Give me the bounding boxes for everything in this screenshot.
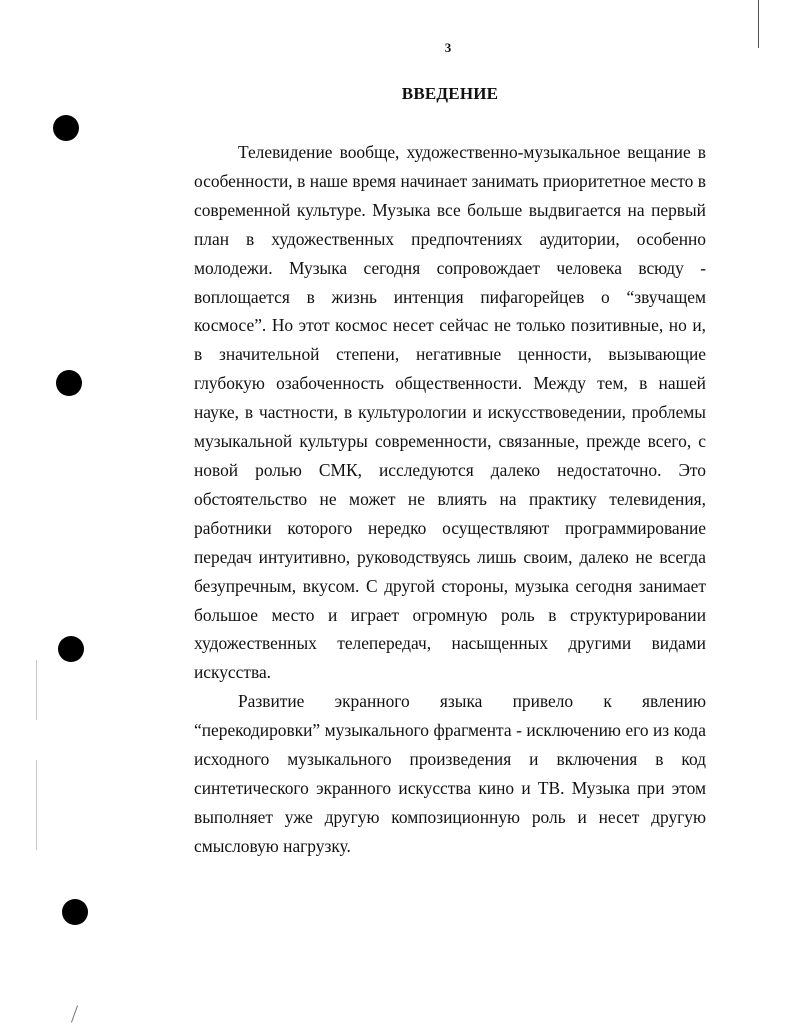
punch-hole xyxy=(62,899,88,925)
paragraph: Развитие экранного языка привело к явлению “перекодировки” музыкального фрагмента - исключению его из кода исходного музыкального произведения и включения в код синтетического экранного искусства кино и ТВ. Музыка при этом выполняет уже другую композиционную роль и несет другую смысловую нагрузку. xyxy=(194,691,706,856)
punch-hole xyxy=(58,636,84,662)
page-edge-line xyxy=(758,0,759,48)
paragraph: Телевидение вообще, художественно-музыкальное вещание в особенности, в наше время начинает занимать приоритетное место в современной культуре. Музыка все больше выдвигается на первый план в художественных предпочтениях аудитории, особенно молодежи. Музыка сегодня сопровождает человека всюду - воплощается в жизнь интенция пифагорейцев о “звучащем космосе”. Но этот космос несет сейчас не только позитивные, но и, в значительной степени, негативные ценности, вызывающие глубокую озабоченность общественности. Между тем, в нашей науке, в частности, в культурологии и искусствоведении, проблемы музыкальной культуры современности, связанные, прежде всего, с новой ролью СМК, исследуются далеко недостаточно. Это обстоятельство не может не влиять на практику телевидения, работники которого нередко осуществляют программирование передач интуитивно, руководствуясь лишь своим, далеко не всегда безупречным, вкусом. С другой стороны, музыка сегодня занимает большое место и играет огромную роль в структурировании художественных телепередач, насыщенных другими видами искусства. xyxy=(194,142,706,683)
body-text xyxy=(194,138,706,861)
page-number: 3 xyxy=(444,40,452,55)
scan-artifact xyxy=(71,1005,78,1022)
punch-hole xyxy=(53,115,79,141)
scan-artifact xyxy=(36,760,37,850)
punch-hole xyxy=(56,370,82,396)
section-heading: ВВЕДЕНИЕ xyxy=(401,84,499,103)
scan-artifact xyxy=(36,660,37,720)
